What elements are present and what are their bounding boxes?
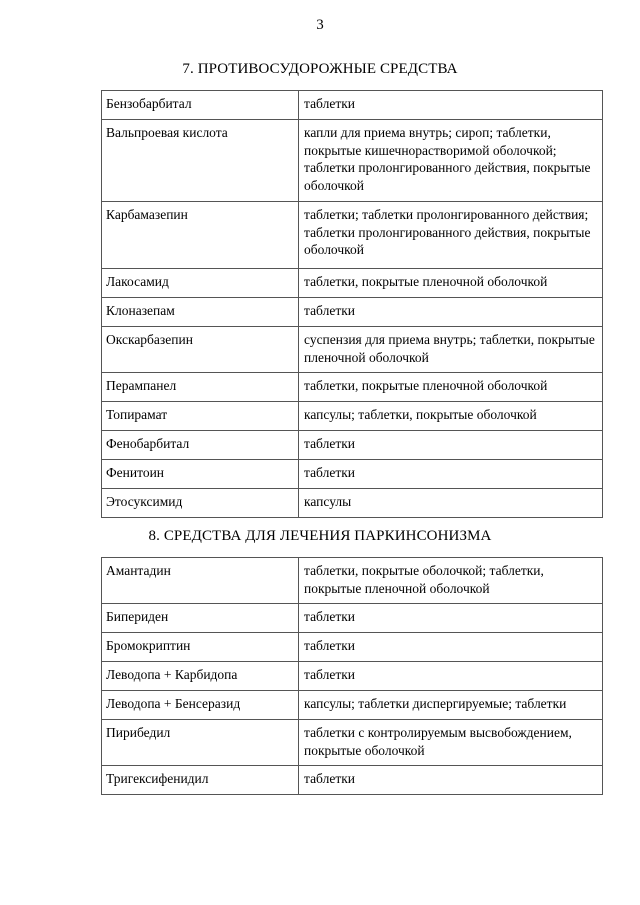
table-row [102, 766, 603, 795]
table-row [102, 720, 603, 766]
drug-name: Клоназепам [102, 298, 299, 327]
drug-name: Леводопа + Карбидопа [102, 662, 299, 691]
table-row [102, 269, 603, 298]
dosage-form: таблетки [299, 298, 603, 327]
table-row [102, 558, 603, 604]
table-row [102, 431, 603, 460]
table-row [102, 327, 603, 373]
dosage-form: таблетки [299, 431, 603, 460]
table-row [102, 604, 603, 633]
drug-name: Тригексифенидил [102, 766, 299, 795]
table-row [102, 460, 603, 489]
table-row [102, 662, 603, 691]
table-row [102, 691, 603, 720]
table-row [102, 202, 603, 269]
table-body [102, 558, 603, 795]
drug-name: Пирибедил [102, 720, 299, 766]
dosage-form: таблетки, покрытые оболочкой; таблетки, покрытые пленочной оболочкой [299, 558, 603, 604]
dosage-form: капсулы; таблетки, покрытые оболочкой [299, 402, 603, 431]
dosage-form: таблетки, покрытые пленочной оболочкой [299, 269, 603, 298]
table-row [102, 489, 603, 518]
drug-name: Вальпроевая кислота [102, 120, 299, 202]
drug-name: Бромокриптин [102, 633, 299, 662]
drug-name: Фенобарбитал [102, 431, 299, 460]
drug-name: Леводопа + Бенсеразид [102, 691, 299, 720]
dosage-form: таблетки [299, 91, 603, 120]
drug-name: Бипериден [102, 604, 299, 633]
drug-name: Карбамазепин [102, 202, 299, 269]
table-row [102, 373, 603, 402]
anticonvulsants-table [101, 90, 603, 518]
drug-name: Амантадин [102, 558, 299, 604]
dosage-form: капли для приема внутрь; сироп; таблетки, покрытые кишечнорастворимой оболочкой; таблетки пролонгированного действия, покрытые оболочкой [299, 120, 603, 202]
table-row [102, 402, 603, 431]
table-body [102, 91, 603, 518]
dosage-form: таблетки с контролируемым высвобождением, покрытые оболочкой [299, 720, 603, 766]
drug-name: Окскарбазепин [102, 327, 299, 373]
table-row [102, 298, 603, 327]
drug-name: Топирамат [102, 402, 299, 431]
dosage-form: капсулы; таблетки диспергируемые; таблетки [299, 691, 603, 720]
dosage-form: таблетки [299, 633, 603, 662]
table-row [102, 120, 603, 202]
table-row [102, 91, 603, 120]
dosage-form: капсулы [299, 489, 603, 518]
drug-name: Этосуксимид [102, 489, 299, 518]
drug-name: Лакосамид [102, 269, 299, 298]
dosage-form: таблетки [299, 460, 603, 489]
dosage-form: таблетки, покрытые пленочной оболочкой [299, 373, 603, 402]
drug-name: Фенитоин [102, 460, 299, 489]
dosage-form: таблетки [299, 766, 603, 795]
drug-name: Бензобарбитал [102, 91, 299, 120]
table-row [102, 633, 603, 662]
parkinsonism-table [101, 557, 603, 795]
dosage-form: таблетки [299, 604, 603, 633]
dosage-form: суспензия для приема внутрь; таблетки, покрытые пленочной оболочкой [299, 327, 603, 373]
section-title-parkinsonism: 8. СРЕДСТВА ДЛЯ ЛЕЧЕНИЯ ПАРКИНСОНИЗМА [148, 528, 492, 544]
page-number: 3 [316, 17, 324, 33]
dosage-form: таблетки [299, 662, 603, 691]
section-title-anticonvulsants: 7. ПРОТИВОСУДОРОЖНЫЕ СРЕДСТВА [182, 61, 458, 77]
dosage-form: таблетки; таблетки пролонгированного действия; таблетки пролонгированного действия, покрытые оболочкой [299, 202, 603, 269]
drug-name: Перампанел [102, 373, 299, 402]
